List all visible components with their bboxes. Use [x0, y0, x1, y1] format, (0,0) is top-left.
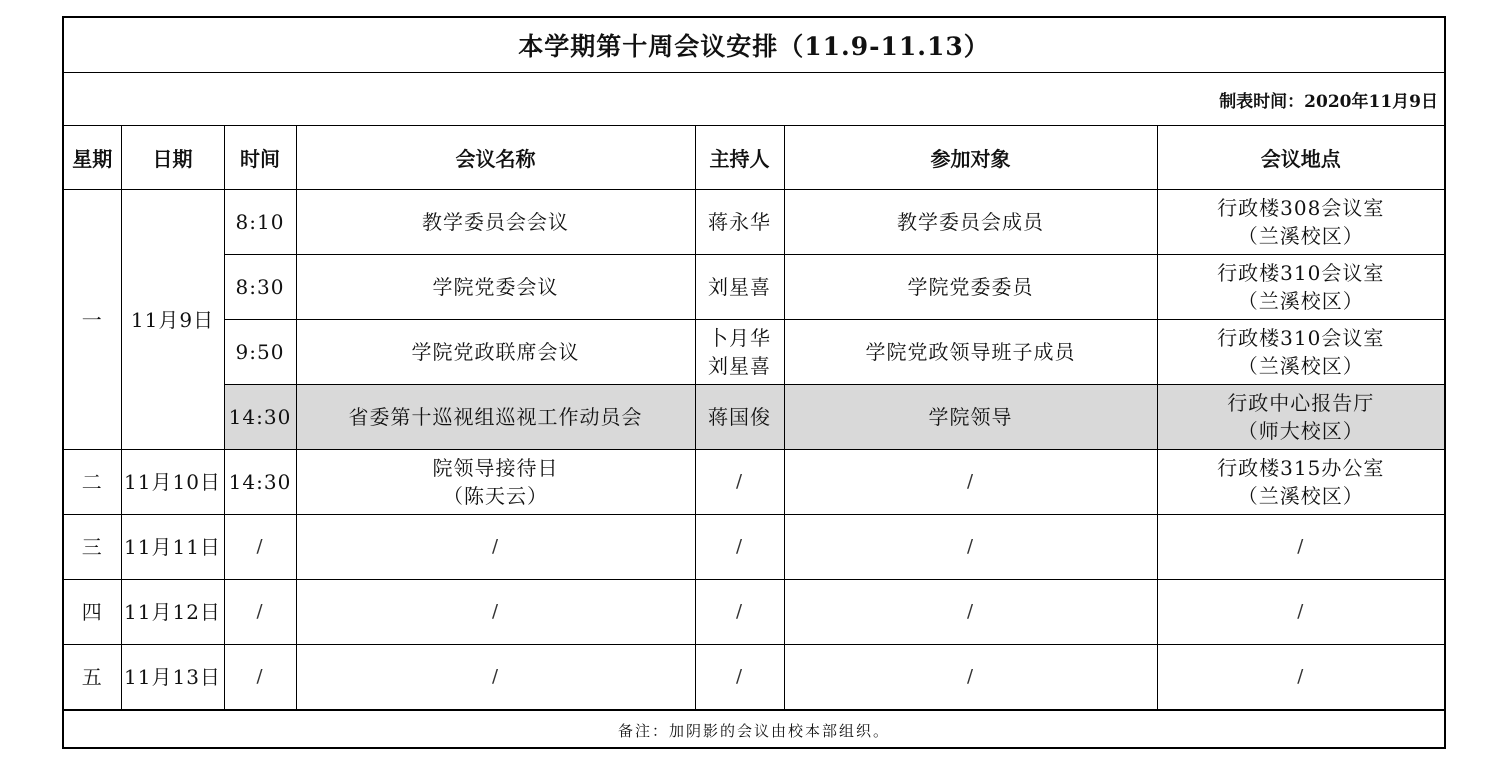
location-line: 行政楼315办公室: [1217, 456, 1385, 480]
header-time: 时间: [224, 126, 296, 190]
footnote: 备注：加阴影的会议由校本部组织。: [64, 710, 1444, 749]
campus-line: （师大校区）: [1237, 419, 1364, 443]
meeting-sub-line: （陈天云）: [443, 484, 548, 508]
table-row: [64, 580, 1444, 645]
campus-line: （兰溪校区）: [1237, 289, 1364, 313]
meeting-name-cell: 省委第十巡视组巡视工作动员会: [296, 385, 695, 450]
host-line: 卜月华: [708, 326, 771, 350]
schedule-table: [64, 126, 1444, 710]
time-cell: 9:50: [224, 320, 296, 385]
attendees-cell: /: [784, 450, 1157, 515]
weekday-cell: 四: [64, 580, 121, 645]
date-cell: 11月9日: [121, 190, 224, 450]
host-cell: /: [695, 580, 784, 645]
time-cell: 14:30: [224, 450, 296, 515]
attendees-cell: 学院党政领导班子成员: [784, 320, 1157, 385]
attendees-cell: 学院党委委员: [784, 255, 1157, 320]
time-cell: /: [224, 580, 296, 645]
header-meeting: 会议名称: [296, 126, 695, 190]
time-cell: 8:30: [224, 255, 296, 320]
table-row: [64, 190, 1444, 255]
location-line: 行政楼308会议室: [1217, 196, 1385, 220]
location-cell: /: [1157, 580, 1444, 645]
table-row: [64, 645, 1444, 710]
weekday-cell: 三: [64, 515, 121, 580]
table-row: [64, 450, 1444, 515]
location-cell: /: [1157, 645, 1444, 710]
location-cell: [1157, 190, 1444, 255]
host-cell: /: [695, 645, 784, 710]
attendees-cell: 教学委员会成员: [784, 190, 1157, 255]
time-cell: 14:30: [224, 385, 296, 450]
host-cell: 蒋永华: [695, 190, 784, 255]
table-row: [64, 255, 1444, 320]
location-cell: [1157, 255, 1444, 320]
meeting-line: 院领导接待日: [432, 456, 559, 480]
header-host: 主持人: [695, 126, 784, 190]
date-cell: 11月12日: [121, 580, 224, 645]
host-cell: 刘星喜: [695, 255, 784, 320]
meeting-name-cell: 学院党政联席会议: [296, 320, 695, 385]
meeting-name-cell: /: [296, 645, 695, 710]
location-cell: [1157, 320, 1444, 385]
location-cell: [1157, 385, 1444, 450]
header-date: 日期: [121, 126, 224, 190]
attendees-cell: 学院领导: [784, 385, 1157, 450]
date-cell: 11月13日: [121, 645, 224, 710]
attendees-cell: /: [784, 645, 1157, 710]
time-cell: 8:10: [224, 190, 296, 255]
host-cell: 蒋国俊: [695, 385, 784, 450]
header-location: 会议地点: [1157, 126, 1444, 190]
location-cell: /: [1157, 515, 1444, 580]
host-cell: /: [695, 450, 784, 515]
attendees-cell: /: [784, 515, 1157, 580]
meeting-name-cell: /: [296, 580, 695, 645]
time-cell: /: [224, 515, 296, 580]
campus-line: （兰溪校区）: [1237, 224, 1364, 248]
date-cell: 11月10日: [121, 450, 224, 515]
meeting-name-cell: [296, 450, 695, 515]
meeting-schedule-sheet: [62, 16, 1446, 749]
made-time: 制表时间：2020年11月9日: [64, 73, 1444, 126]
location-cell: [1157, 450, 1444, 515]
campus-line: （兰溪校区）: [1237, 484, 1364, 508]
meeting-name-cell: 学院党委会议: [296, 255, 695, 320]
table-row: [64, 515, 1444, 580]
header-weekday: 星期: [64, 126, 121, 190]
location-line: 行政楼310会议室: [1217, 261, 1385, 285]
header-attendees: 参加对象: [784, 126, 1157, 190]
attendees-cell: /: [784, 580, 1157, 645]
location-line: 行政楼310会议室: [1217, 326, 1385, 350]
weekday-cell: 一: [64, 190, 121, 450]
meeting-name-cell: /: [296, 515, 695, 580]
host-cell: /: [695, 515, 784, 580]
date-cell: 11月11日: [121, 515, 224, 580]
host-line: 刘星喜: [708, 354, 771, 378]
weekday-cell: 五: [64, 645, 121, 710]
shaded-row: [64, 385, 1444, 450]
weekday-cell: 二: [64, 450, 121, 515]
campus-line: （兰溪校区）: [1237, 354, 1364, 378]
schedule-title: 本学期第十周会议安排（11.9-11.13）: [64, 18, 1444, 73]
location-line: 行政中心报告厅: [1227, 391, 1375, 415]
host-cell: [695, 320, 784, 385]
meeting-name-cell: 教学委员会会议: [296, 190, 695, 255]
table-row: [64, 320, 1444, 385]
time-cell: /: [224, 645, 296, 710]
header-row: [64, 126, 1444, 190]
